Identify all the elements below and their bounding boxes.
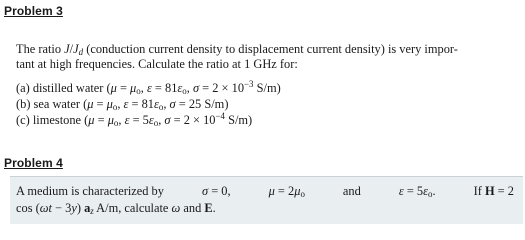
divider bbox=[10, 176, 523, 177]
problem-4-line-1: A medium is characterized by σ = 0, $\mu = 2\mu_o$ and $\varepsilon = 5\varepsilon_o$. If H = 2 bbox=[16, 184, 514, 200]
item-c-label: (c) limestone bbox=[16, 113, 82, 127]
item-b: (b) sea water ($\mu = \mu_o$, $\varepsilon = 81\varepsilon_o$, σ = 25 S/m) bbox=[16, 97, 229, 113]
problem-4-line-2-tail: A/m, calculate bbox=[96, 201, 169, 215]
intro-text-1: (conduction current density to displacement current density) is very impor- bbox=[86, 42, 458, 56]
item-a: (a) distilled water ($\mu = \mu_o$, $\varepsilon = 81\varepsilon_o$, $\sigma = 2 \times 10^{-3}$ S/m) bbox=[16, 79, 281, 97]
problem-4-line-2: cos (ωt − 3y) $a_z$ A/m, calculate ω and E. bbox=[16, 201, 216, 217]
problem-3-intro-line-2: tant at high frequencies. Calculate the ratio at 1 GHz for: bbox=[16, 57, 298, 71]
item-c: (c) limestone ($\mu = \mu_o$, $\varepsilon = 5\varepsilon_o$, $\sigma = 2 \times 10^{-4}$ S/m) bbox=[16, 111, 253, 129]
item-a-label: (a) distilled water bbox=[16, 81, 104, 95]
problem-4-line-1-start: A medium is characterized by bbox=[16, 184, 164, 198]
problem-3-intro-line-1: The ratio $J/J_d$ (conduction current density to displacement current density) is very impor- bbox=[16, 42, 458, 58]
item-b-label: (b) sea water bbox=[16, 97, 80, 111]
problem-4-title: Problem 4 bbox=[4, 156, 63, 170]
problem-3-title: Problem 3 bbox=[4, 4, 63, 18]
